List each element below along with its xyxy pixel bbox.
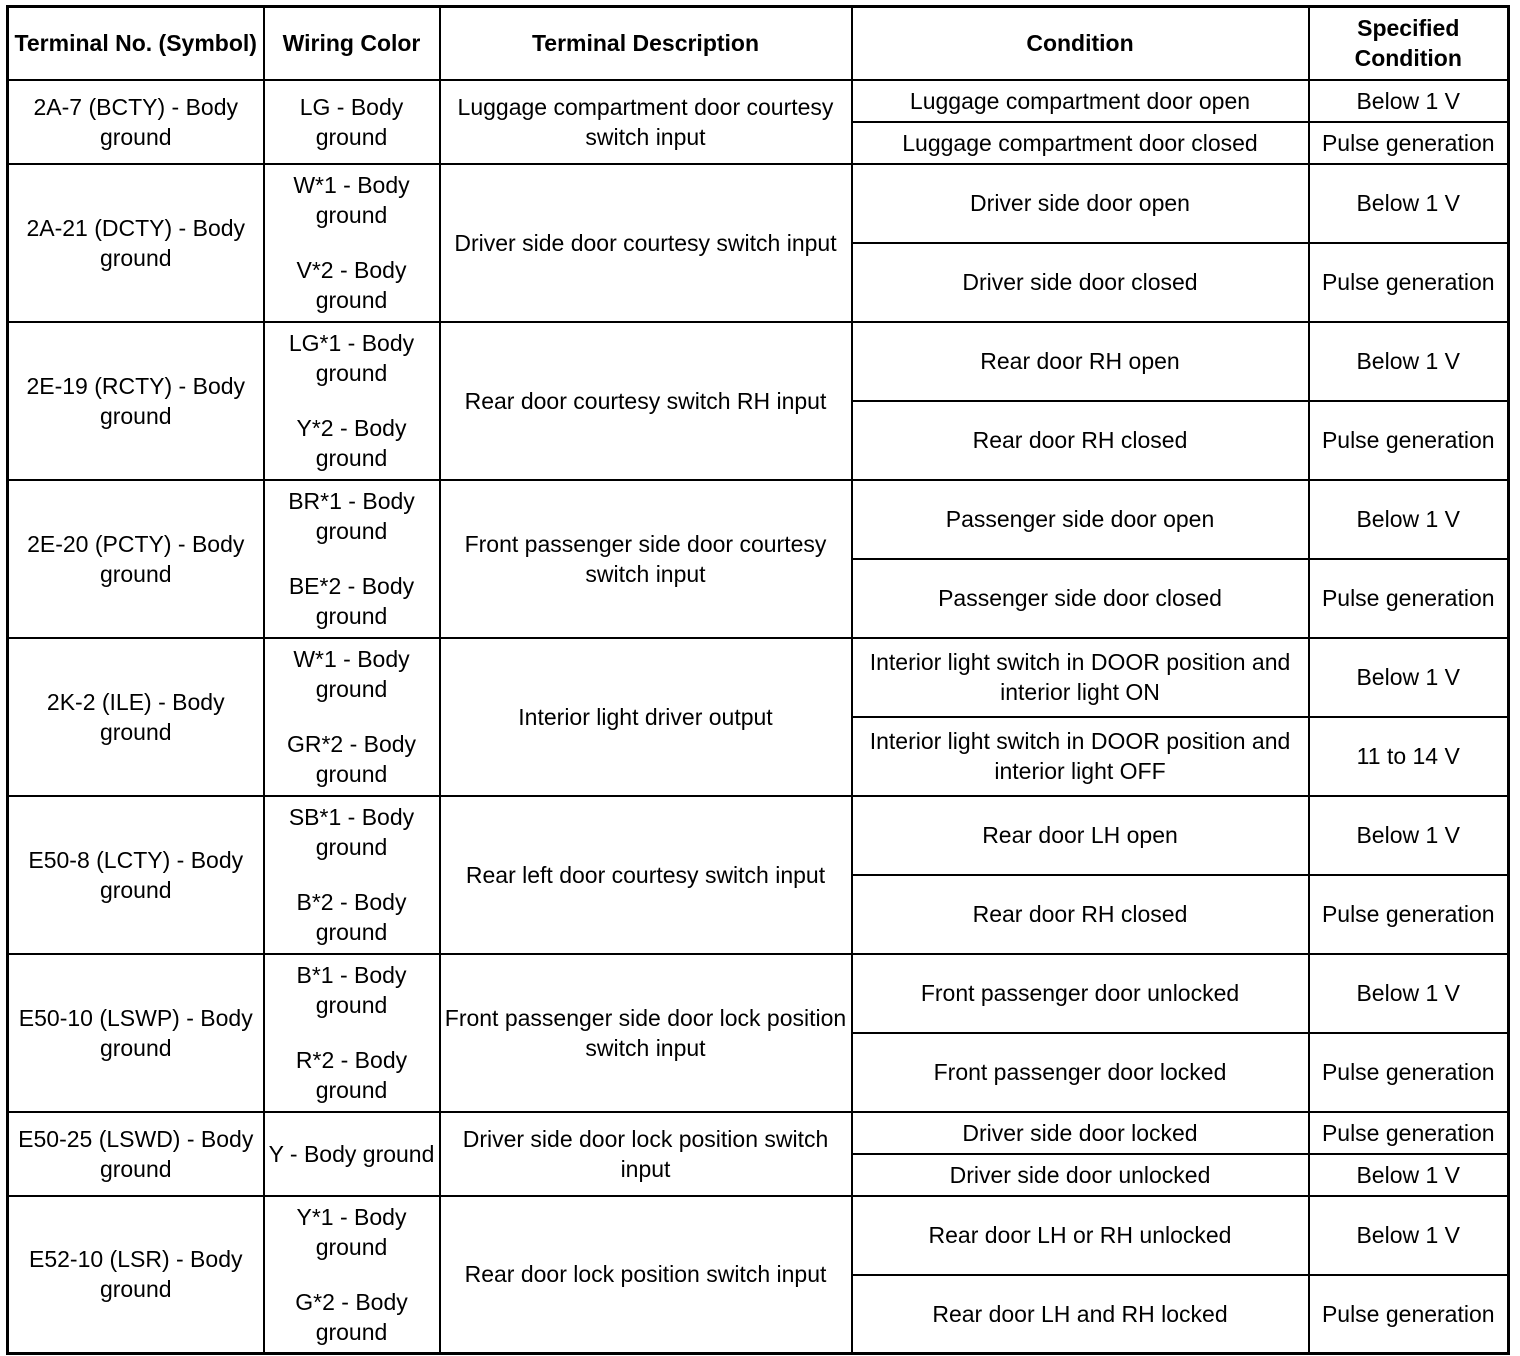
header-terminal: Terminal No. (Symbol) — [8, 7, 264, 80]
condition-cell: Luggage compartment door open — [852, 80, 1309, 122]
table-row — [8, 954, 1509, 1033]
table-row — [8, 1196, 1509, 1275]
specified-condition-cell: Below 1 V — [1309, 80, 1509, 122]
wiring-color-value: W*1 - Body ground — [293, 646, 410, 702]
wiring-color-value: BR*1 - Body ground — [288, 488, 415, 544]
condition-cell: Rear door LH and RH locked — [852, 1275, 1309, 1354]
wiring-color-value: W*1 - Body ground — [293, 172, 410, 228]
specified-condition-cell: Pulse generation — [1309, 875, 1509, 954]
specified-condition-cell: Below 1 V — [1309, 796, 1509, 875]
wiring-color-cell — [264, 322, 440, 480]
wiring-color-value: Y*1 - Body ground — [296, 1203, 407, 1260]
terminal-cell: 2E-20 (PCTY) - Body ground — [8, 480, 264, 638]
header-terminal-description: Terminal Description — [440, 7, 852, 80]
specified-condition-cell: Below 1 V — [1309, 322, 1509, 401]
specified-condition-cell: Below 1 V — [1309, 1196, 1509, 1275]
terminal-cell: 2E-19 (RCTY) - Body ground — [8, 322, 264, 480]
specified-condition-cell: Below 1 V — [1309, 1154, 1509, 1196]
wiring-color-value: LG - Body ground — [299, 93, 404, 150]
condition-cell: Front passenger door locked — [852, 1033, 1309, 1112]
terminal-cell: 2A-21 (DCTY) - Body ground — [8, 164, 264, 322]
terminal-cell: E50-8 (LCTY) - Body ground — [8, 796, 264, 954]
specified-condition-cell: Pulse generation — [1309, 1112, 1509, 1154]
terminal-cell: E50-10 (LSWP) - Body ground — [8, 954, 264, 1112]
table-row — [8, 164, 1509, 243]
condition-cell: Passenger side door closed — [852, 559, 1309, 638]
table-row — [8, 80, 1509, 122]
specified-condition-cell: Pulse generation — [1309, 1275, 1509, 1354]
wiring-color-value: Y - Body ground — [268, 1140, 435, 1167]
specified-condition-cell: 11 to 14 V — [1309, 717, 1509, 796]
condition-cell: Rear door RH open — [852, 322, 1309, 401]
description-cell: Front passenger side door courtesy switch input — [440, 480, 852, 638]
specified-condition-cell: Below 1 V — [1309, 638, 1509, 717]
wiring-color-value: Y*2 - Body ground — [296, 415, 407, 471]
description-cell: Driver side door lock position switch input — [440, 1112, 852, 1196]
specified-condition-cell: Pulse generation — [1309, 559, 1509, 638]
header-wiring-color: Wiring Color — [264, 7, 440, 80]
terminal-cell: E52-10 (LSR) - Body ground — [8, 1196, 264, 1354]
wiring-color-cell — [264, 796, 440, 954]
condition-cell: Rear door RH closed — [852, 875, 1309, 954]
wiring-color-cell — [264, 480, 440, 638]
header-condition: Condition — [852, 7, 1309, 80]
wiring-color-value: V*2 - Body ground — [296, 257, 407, 313]
description-cell: Rear door courtesy switch RH input — [440, 322, 852, 480]
description-cell: Front passenger side door lock position switch input — [440, 954, 852, 1112]
terminal-cell: 2A-7 (BCTY) - Body ground — [8, 80, 264, 164]
wiring-color-value: R*2 - Body ground — [295, 1047, 408, 1103]
condition-cell: Driver side door unlocked — [852, 1154, 1309, 1196]
description-cell: Luggage compartment door courtesy switch input — [440, 80, 852, 164]
wiring-color-cell — [264, 80, 440, 164]
table-row — [8, 1112, 1509, 1154]
condition-cell: Rear door RH closed — [852, 401, 1309, 480]
wiring-color-value: BE*2 - Body ground — [288, 573, 415, 629]
terminal-cell: 2K-2 (ILE) - Body ground — [8, 638, 264, 796]
condition-cell: Rear door LH or RH unlocked — [852, 1196, 1309, 1275]
specified-condition-cell: Pulse generation — [1309, 401, 1509, 480]
wiring-color-value: G*2 - Body ground — [295, 1288, 408, 1345]
wiring-color-cell — [264, 638, 440, 796]
wiring-color-value: B*2 - Body ground — [296, 889, 407, 945]
condition-cell: Interior light switch in DOOR position and interior light ON — [852, 638, 1309, 717]
condition-cell: Interior light switch in DOOR position and interior light OFF — [852, 717, 1309, 796]
table-row — [8, 480, 1509, 559]
condition-cell: Rear door LH open — [852, 796, 1309, 875]
specified-condition-cell: Below 1 V — [1309, 164, 1509, 243]
header-row — [8, 7, 1509, 80]
condition-cell: Driver side door open — [852, 164, 1309, 243]
terminal-cell: E50-25 (LSWD) - Body ground — [8, 1112, 264, 1196]
wiring-color-cell — [264, 1112, 440, 1196]
specified-condition-cell: Pulse generation — [1309, 243, 1509, 322]
table-row — [8, 796, 1509, 875]
description-cell: Driver side door courtesy switch input — [440, 164, 852, 322]
wiring-color-cell — [264, 954, 440, 1112]
table-row — [8, 322, 1509, 401]
specified-condition-cell: Pulse generation — [1309, 1033, 1509, 1112]
specified-condition-cell: Pulse generation — [1309, 122, 1509, 164]
terminal-table — [6, 5, 1510, 1355]
wiring-color-value: SB*1 - Body ground — [288, 804, 415, 860]
wiring-color-value: GR*2 - Body ground — [286, 731, 417, 787]
specified-condition-cell: Below 1 V — [1309, 480, 1509, 559]
condition-cell: Front passenger door unlocked — [852, 954, 1309, 1033]
wiring-color-value: B*1 - Body ground — [296, 962, 407, 1018]
description-cell: Interior light driver output — [440, 638, 852, 796]
condition-cell: Passenger side door open — [852, 480, 1309, 559]
wiring-color-cell — [264, 164, 440, 322]
wiring-color-value: LG*1 - Body ground — [288, 330, 415, 386]
condition-cell: Driver side door locked — [852, 1112, 1309, 1154]
table-row — [8, 638, 1509, 717]
header-specified-condition: Specified Condition — [1309, 7, 1509, 80]
description-cell: Rear door lock position switch input — [440, 1196, 852, 1354]
specified-condition-cell: Below 1 V — [1309, 954, 1509, 1033]
condition-cell: Luggage compartment door closed — [852, 122, 1309, 164]
condition-cell: Driver side door closed — [852, 243, 1309, 322]
description-cell: Rear left door courtesy switch input — [440, 796, 852, 954]
wiring-color-cell — [264, 1196, 440, 1354]
